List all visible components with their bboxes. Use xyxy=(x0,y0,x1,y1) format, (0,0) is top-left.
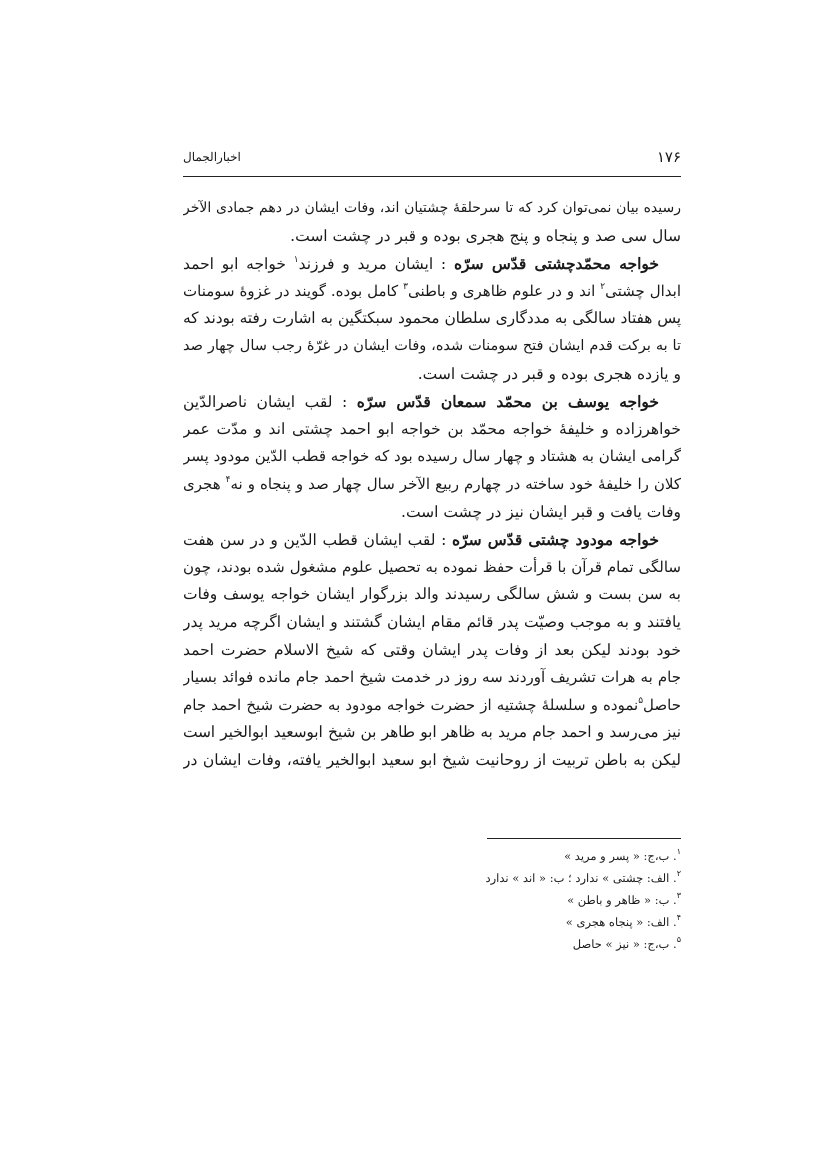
footnote-number: ۲ xyxy=(676,869,681,878)
page-number: ۱۷۶ xyxy=(656,148,681,166)
text-line: یافتند و به موجب وصیّت پدر قائم مقام ایشان گشتند و ایشان اگرچه مرید پدر xyxy=(183,612,681,631)
text-line: جام به هرات تشریف آوردند سه روز در خدمت شیخ احمد جام مانده فوائد بسیار xyxy=(183,668,681,687)
text-line: لیکن به باطن تربیت از روحانیت شیخ ابو سعید ابوالخیر یافته، وفات ایشان در xyxy=(183,750,681,769)
footnote-text: . الف: « پنجاه هجری » xyxy=(565,915,677,929)
footnote xyxy=(420,933,681,955)
text-line: نیز می‌رسد و احمد جام مرید به ظاهر ابو طاهر بن شیخ ابوسعید ابوالخیر است xyxy=(183,723,681,742)
footnote-number: ۱ xyxy=(676,847,681,856)
footnote-text: . ب،ج: « پسر و مرید » xyxy=(564,849,677,863)
running-title: اخبارالجمال xyxy=(183,150,241,164)
footnote-number: ۴ xyxy=(676,913,681,922)
footnote-ref: ۳ xyxy=(403,281,408,292)
footnote-ref: ۵ xyxy=(638,695,644,706)
footnote-number: ۳ xyxy=(676,891,681,900)
text-line: سالگی تمام قرآن با قرأت حفظ نموده به تحصیل علوم مشغول شده بودند، چون xyxy=(183,557,681,576)
main-text xyxy=(183,195,681,774)
section-heading: خواجه مودود چشتی قدّس سرّه xyxy=(451,530,660,550)
footnote-ref: ۱ xyxy=(293,255,299,266)
footnote-text: . ب: « ظاهر و باطن » xyxy=(567,893,677,907)
section-heading-line: خواجه یوسف بن محمّد سمعان قدّس سرّه : لقب ایشان ناصرالدّین xyxy=(183,392,659,412)
footnote-number: ۵ xyxy=(676,935,681,944)
text-line: ابدال چشتی$^۲$ اند و در علوم ظاهری و باطنی$^۳$ کامل بوده. گویند در غزوهٔ سومنات xyxy=(183,281,681,300)
header-rule xyxy=(183,176,681,177)
footnote-ref: ۲ xyxy=(600,281,606,292)
footnote-ref: ۴ xyxy=(225,474,231,485)
text-line: رسیده بیان نمی‌توان کرد که تا سرحلقهٔ چشتیان اند، وفات ایشان در دهم جمادی الآخر xyxy=(183,200,681,216)
text-line: پس هفتاد سالگی به مددگاری سلطان محمود سبکتگین به اشارت رفته بودند که xyxy=(183,309,681,328)
text-line: به سن بست و شش سالگی رسیدند والد بزرگوار ایشان خواجه یوسف وفات xyxy=(183,585,681,604)
section-heading: خواجه یوسف بن محمّد سمعان قدّس سرّه xyxy=(356,392,659,412)
footnote xyxy=(420,845,681,867)
footnote xyxy=(420,889,681,911)
section-heading-line: خواجه مودود چشتی قدّس سرّه : لقب ایشان قطب الدّین و در سن هفت xyxy=(183,530,660,550)
footnote-text: . ب،ج: « نیز » حاصل xyxy=(572,937,677,951)
text-line: تا به برکت قدم ایشان فتح سومنات شده، وفات ایشان در غرّهٔ رجب سال چهار صد xyxy=(183,337,681,354)
text-line: سال سی صد و پنجاه و پنج هجری بوده و قبر در چشت است. xyxy=(290,226,681,245)
text-line: خود بودند لیکن بعد از وفات پدر ایشان وقتی که شیخ الاسلام حضرت احمد xyxy=(183,640,681,659)
text-line: خواهرزاده و خلیفهٔ خواجه محمّد بن خواجه ابو احمد چشتی اند و مدّت عمر xyxy=(183,419,681,438)
footnote xyxy=(420,911,681,933)
text-line: وفات یافت و قبر ایشان نیز در چشت است. xyxy=(401,502,681,521)
footnote xyxy=(420,867,681,889)
text-line: و یازده هجری بوده و قبر در چشت است. xyxy=(417,364,681,383)
footnotes xyxy=(420,845,681,955)
footnote-text: . الف: چشتی » ندارد ؛ ب: « اند » ندارد xyxy=(485,871,677,885)
text-line: کلان را خلیفهٔ خود ساخته در چهارم ربیع الآخر سال چهار صد و پنجاه و نه$^۴$ هجری xyxy=(183,474,681,493)
running-header xyxy=(183,148,681,172)
footnote-rule xyxy=(487,838,681,839)
section-heading-line: خواجه محمّدچشتی قدّس سرّه : ایشان مرید و فرزند$^۱$ خواجه ابو احمد xyxy=(183,254,659,274)
text-line: گرامی ایشان به هشتاد و چهار سال رسیده بود که خواجه قطب الدّین مودود پسر xyxy=(183,447,681,466)
section-heading: خواجه محمّدچشتی قدّس سرّه xyxy=(453,254,659,274)
text-line: حاصل$^۵$نموده و سلسلهٔ چشتیه از حضرت خواجه مودود به حضرت شیخ احمد جام xyxy=(183,695,681,714)
